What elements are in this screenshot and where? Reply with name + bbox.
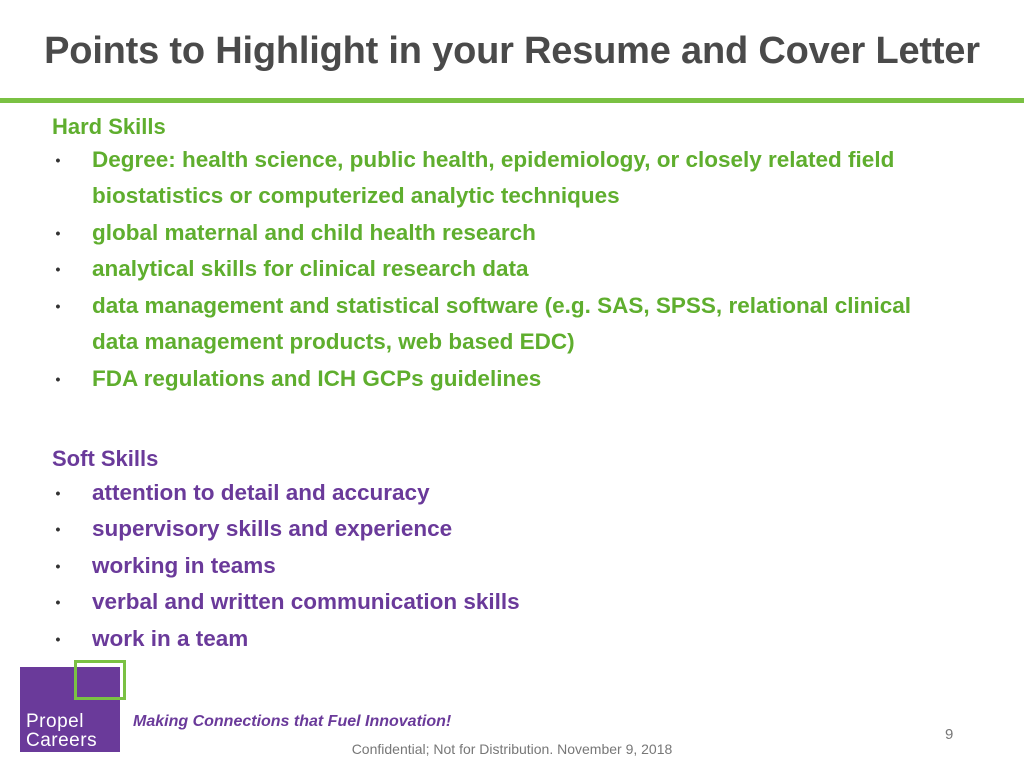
- bullet-icon: •: [55, 371, 61, 387]
- bullet-icon: •: [55, 225, 61, 241]
- hard-skill-text: data management and statistical software (e.g. SAS, SPSS, relational clinical: [92, 293, 912, 318]
- hard-skill-text: Degree: health science, public health, epidemiology, or closely related field: [92, 147, 895, 172]
- tagline: Making Connections that Fuel Innovation!: [133, 713, 452, 730]
- soft-skill-text: attention to detail and accuracy: [92, 480, 430, 505]
- bullet-icon: •: [55, 298, 61, 314]
- soft-skill-text: supervisory skills and experience: [92, 516, 453, 541]
- hard-skill-text-continued: data management products, web based EDC): [92, 329, 575, 354]
- logo-accent-square-icon: [74, 660, 126, 700]
- soft-skill-text: work in a team: [92, 626, 249, 651]
- hard-skill-text-continued: biostatistics or computerized analytic techniques: [92, 183, 620, 208]
- logo-text-line2: Careers: [26, 730, 98, 751]
- page-number: 9: [945, 726, 954, 743]
- hard-skill-text: analytical skills for clinical research data: [92, 256, 529, 281]
- bullet-icon: •: [55, 152, 61, 168]
- hard-skill-text: FDA regulations and ICH GCPs guidelines: [92, 366, 542, 391]
- bullet-icon: •: [55, 631, 61, 647]
- bullet-icon: •: [55, 521, 61, 537]
- bullet-icon: •: [55, 485, 61, 501]
- bullet-icon: •: [55, 558, 61, 574]
- title-divider: [0, 98, 1024, 103]
- hard-skill-text: global maternal and child health research: [92, 220, 536, 245]
- bullet-icon: •: [55, 594, 61, 610]
- soft-skills-heading: Soft Skills: [52, 446, 159, 471]
- slide-title: Points to Highlight in your Resume and Cover Letter: [44, 30, 980, 72]
- soft-skill-text: working in teams: [92, 553, 276, 578]
- hard-skills-heading: Hard Skills: [52, 114, 166, 139]
- bullet-icon: •: [55, 261, 61, 277]
- confidentiality-footer: Confidential; Not for Distribution. November 9, 2018: [351, 741, 673, 757]
- soft-skill-text: verbal and written communication skills: [92, 589, 520, 614]
- logo-text-line1: Propel: [26, 711, 84, 732]
